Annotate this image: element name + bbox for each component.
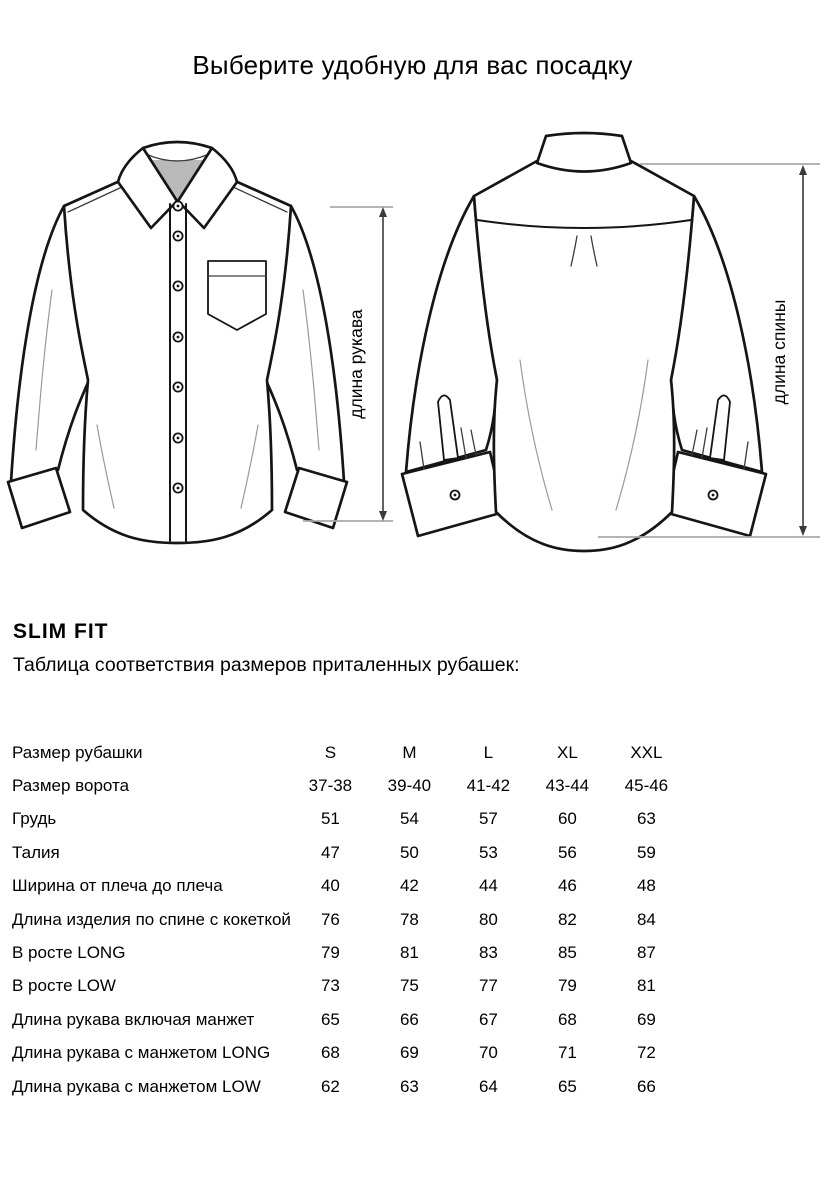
cell-value: 57 <box>478 809 498 829</box>
size-table-row <box>12 970 686 1003</box>
cell-value: 68 <box>320 1043 340 1063</box>
cell-value: 50 <box>399 842 419 862</box>
row-label: В росте LONG <box>12 943 126 963</box>
row-label: В росте LOW <box>12 976 116 996</box>
cell-value: 69 <box>399 1043 419 1063</box>
cell-value: 73 <box>320 976 340 996</box>
row-label: Размер ворота <box>12 776 130 796</box>
cell-value: 77 <box>478 976 498 996</box>
column-header: XL <box>557 742 578 762</box>
section-heading: SLIM FIT <box>13 620 109 643</box>
row-label: Длина рукава с манжетом LOW <box>12 1076 261 1096</box>
cell-value: 87 <box>636 943 656 963</box>
front-shirt-drawing <box>8 142 347 543</box>
row-label: Длина рукава включая манжет <box>12 1009 255 1029</box>
size-table-row <box>12 870 686 903</box>
cell-value: 76 <box>320 909 340 929</box>
cell-value: 44 <box>478 876 498 896</box>
cell-value: 66 <box>399 1009 419 1029</box>
column-header: L <box>483 742 494 762</box>
cell-value: 48 <box>636 876 656 896</box>
cell-value: 47 <box>320 842 340 862</box>
column-header: M <box>402 742 417 762</box>
row-label: Ширина от плеча до плеча <box>12 876 223 896</box>
cell-value: 39-40 <box>387 776 432 796</box>
cell-value: 70 <box>478 1043 498 1063</box>
cell-value: 51 <box>320 809 340 829</box>
back-length-label: длина спины <box>769 299 789 405</box>
cell-value: 80 <box>478 909 498 929</box>
cell-value: 71 <box>557 1043 577 1063</box>
cell-value: 65 <box>320 1009 340 1029</box>
size-table-row <box>12 1037 686 1070</box>
size-table-row <box>12 803 686 836</box>
cell-value: 72 <box>636 1043 656 1063</box>
cell-value: 41-42 <box>466 776 511 796</box>
back-shirt-drawing <box>402 133 766 551</box>
cell-value: 40 <box>320 876 340 896</box>
cell-value: 59 <box>636 842 656 862</box>
cell-value: 68 <box>557 1009 577 1029</box>
cell-value: 60 <box>557 809 577 829</box>
cell-value: 75 <box>399 976 419 996</box>
cell-value: 53 <box>478 842 498 862</box>
row-label: Талия <box>12 842 60 862</box>
cell-value: 82 <box>557 909 577 929</box>
size-table-row <box>12 936 686 969</box>
fit-diagram <box>0 130 825 580</box>
cell-value: 83 <box>478 943 498 963</box>
sleeve-length-label: длина рукава <box>346 309 366 419</box>
cell-value: 56 <box>557 842 577 862</box>
size-table-row <box>12 836 686 869</box>
cell-value: 79 <box>557 976 577 996</box>
cell-value: 54 <box>399 809 419 829</box>
cell-value: 46 <box>557 876 577 896</box>
cell-value: 78 <box>399 909 419 929</box>
cell-value: 67 <box>478 1009 498 1029</box>
size-table-row <box>12 1003 686 1036</box>
cell-value: 42 <box>399 876 419 896</box>
size-table-row <box>12 769 686 802</box>
cell-value: 66 <box>636 1076 656 1096</box>
column-header: XXL <box>630 742 663 762</box>
cell-value: 69 <box>636 1009 656 1029</box>
section-subtitle: Таблица соответствия размеров приталенных рубашек: <box>13 654 520 676</box>
size-table-header-row <box>12 736 686 769</box>
cell-value: 62 <box>320 1076 340 1096</box>
cell-value: 63 <box>636 809 656 829</box>
cell-value: 85 <box>557 943 577 963</box>
column-header: S <box>324 742 337 762</box>
row-label: Длина изделия по спине с кокеткой <box>12 909 291 929</box>
size-table <box>12 736 686 1103</box>
cell-value: 37-38 <box>308 776 353 796</box>
size-table-row <box>12 903 686 936</box>
row-label: Размер рубашки <box>12 742 143 762</box>
chest-pocket <box>208 261 266 330</box>
page-title: Выберите удобную для вас посадку <box>192 50 633 80</box>
row-label: Длина рукава с манжетом LONG <box>12 1043 271 1063</box>
cell-value: 45-46 <box>624 776 669 796</box>
cell-value: 81 <box>636 976 656 996</box>
size-table-row <box>12 1070 686 1103</box>
cell-value: 81 <box>399 943 419 963</box>
shirt-diagram-svg <box>0 130 825 580</box>
cell-value: 65 <box>557 1076 577 1096</box>
cell-value: 43-44 <box>545 776 590 796</box>
cell-value: 63 <box>399 1076 419 1096</box>
row-label: Грудь <box>12 809 57 829</box>
cell-value: 84 <box>636 909 656 929</box>
size-table-body <box>12 736 686 1103</box>
cell-value: 64 <box>478 1076 498 1096</box>
cell-value: 79 <box>320 943 340 963</box>
